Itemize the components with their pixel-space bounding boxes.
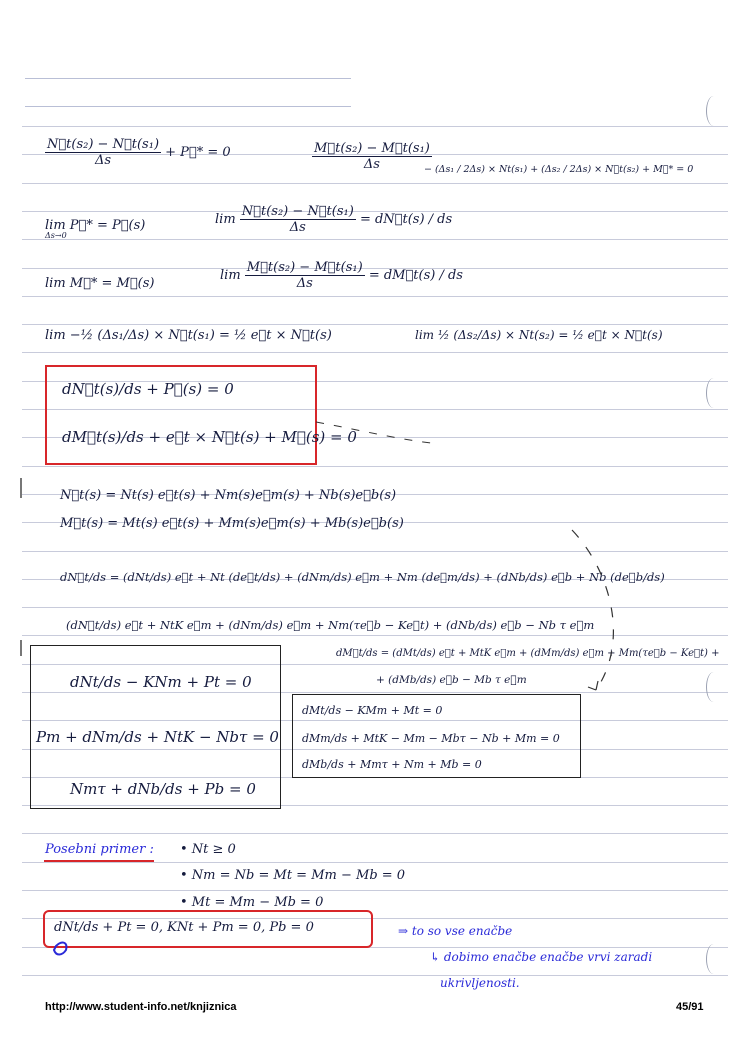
equation-limit-moment-load: lim M⃗* = M⃗(s) — [45, 276, 155, 291]
final-equations: dNt/ds + Pt = 0, KNt + Pm = 0, Pb = 0 — [54, 920, 314, 935]
special-case-condition-3: • Mt = Mm − Mb = 0 — [180, 895, 324, 910]
special-case-condition-1: • Nt ≥ 0 — [180, 842, 236, 857]
equation-result: = dM⃗t(s) / ds — [368, 268, 463, 283]
equation-moment-cross: − (Δs₁ / 2Δs) × Nt(s₁) + (Δs₂ / 2Δs) × N⃗t(s₂) + M⃗* = 0 — [424, 164, 694, 175]
note-derived: ↳ dobimo enačbe enačbe vrvi zaradi — [430, 950, 653, 964]
equation-tail: + P⃗* = 0 — [165, 145, 231, 160]
numerator: M⃗t(s₂) − M⃗t(s₁) — [314, 141, 430, 156]
special-case-label: Posebni primer : — [45, 842, 154, 857]
equation-limit-half-1: lim −½ (Δs₁/Δs) × N⃗t(s₁) = ½ e⃗t × N⃗t(s) — [45, 328, 332, 343]
denominator: Δs — [296, 276, 313, 291]
denominator: Δs — [289, 220, 306, 235]
limit-word: lim — [220, 268, 241, 283]
equation-binormal-moment: dMb/ds + Mmτ + Nm + Mb = 0 — [302, 758, 482, 771]
equation-limit-half-2: lim ½ (Δs₂/Δs) × Nt(s₂) = ½ e⃗t × N⃗t(s) — [415, 328, 663, 342]
equation-derivative-moment-tail: + (dMb/ds) e⃗b − Mb τ e⃗m — [376, 674, 527, 686]
scribble — [54, 943, 66, 955]
denominator: Δs — [363, 157, 380, 172]
equation-force-balance: dN⃗t(s)/ds + P⃗(s) = 0 — [62, 380, 234, 398]
equation-tangential-moment: dMt/ds − KMm + Mt = 0 — [302, 704, 443, 717]
note-curvature: ukrivljenosti. — [440, 976, 520, 990]
equation-normal-moment: dMm/ds + MtK − Mm − Mbτ − Nb + Mm = 0 — [302, 732, 560, 745]
equation-moment-decomposition: M⃗t(s) = Mt(s) e⃗t(s) + Mm(s)e⃗m(s) + Mb(s)e⃗b(s) — [60, 516, 404, 531]
dashed-arrow — [316, 422, 440, 444]
equation-tangential-force: dNt/ds − KNm + Pt = 0 — [70, 673, 252, 691]
footer-url[interactable]: http://www.student-info.net/knjiznica — [45, 1001, 237, 1013]
numerator: N⃗t(s₂) − N⃗t(s₁) — [47, 137, 160, 152]
dashed-arrow — [572, 530, 613, 690]
numerator: M⃗t(s₂) − M⃗t(s₁) — [246, 260, 363, 275]
equation-derivative-force: dN⃗t/ds = (dNt/ds) e⃗t + Nt (de⃗t/ds) + (dNm/ds) e⃗m + Nm (de⃗m/ds) + (dNb/ds) e⃗b + Nb (de⃗b/ds) — [60, 570, 665, 584]
equation-result: = dN⃗t(s) / ds — [359, 212, 453, 227]
limit-expression: lim P⃗* = P⃗(s) — [45, 218, 146, 233]
limit-subscript: Δs→0 — [45, 231, 67, 240]
equation-derivative-frenet: (dN⃗t/ds) e⃗t + NtK e⃗m + (dNm/ds) e⃗m + Nm(τe⃗b − Ke⃗t) + (dNb/ds) e⃗b − Nb τ e⃗m — [66, 618, 595, 632]
denominator: Δs — [94, 153, 112, 168]
equation-derivative-moment: dM⃗t/ds = (dMt/ds) e⃗t + MtK e⃗m + (dMm/ds) e⃗m + Mm(τe⃗b − Ke⃗t) + — [336, 648, 720, 659]
special-case-condition-2: • Nm = Nb = Mt = Mm − Mb = 0 — [180, 868, 406, 883]
limit-word: lim — [215, 212, 236, 227]
footer-page-number: 45/91 — [676, 1001, 704, 1013]
arrow-head — [588, 681, 598, 690]
equation-normal-force: Pm + dNm/ds + NtK − Nbτ = 0 — [36, 728, 279, 746]
equation-moment-balance: dM⃗t(s)/ds + e⃗t × N⃗t(s) + M⃗(s) = 0 — [62, 428, 357, 446]
equation-force-decomposition: N⃗t(s) = Nt(s) e⃗t(s) + Nm(s)e⃗m(s) + Nb(s)e⃗b(s) — [60, 488, 397, 503]
note-all-equations: ⇒ to so vse enačbe — [398, 924, 513, 938]
numerator: N⃗t(s₂) − N⃗t(s₁) — [241, 204, 354, 219]
equation-binormal-force: Nmτ + dNb/ds + Pb = 0 — [70, 780, 256, 798]
